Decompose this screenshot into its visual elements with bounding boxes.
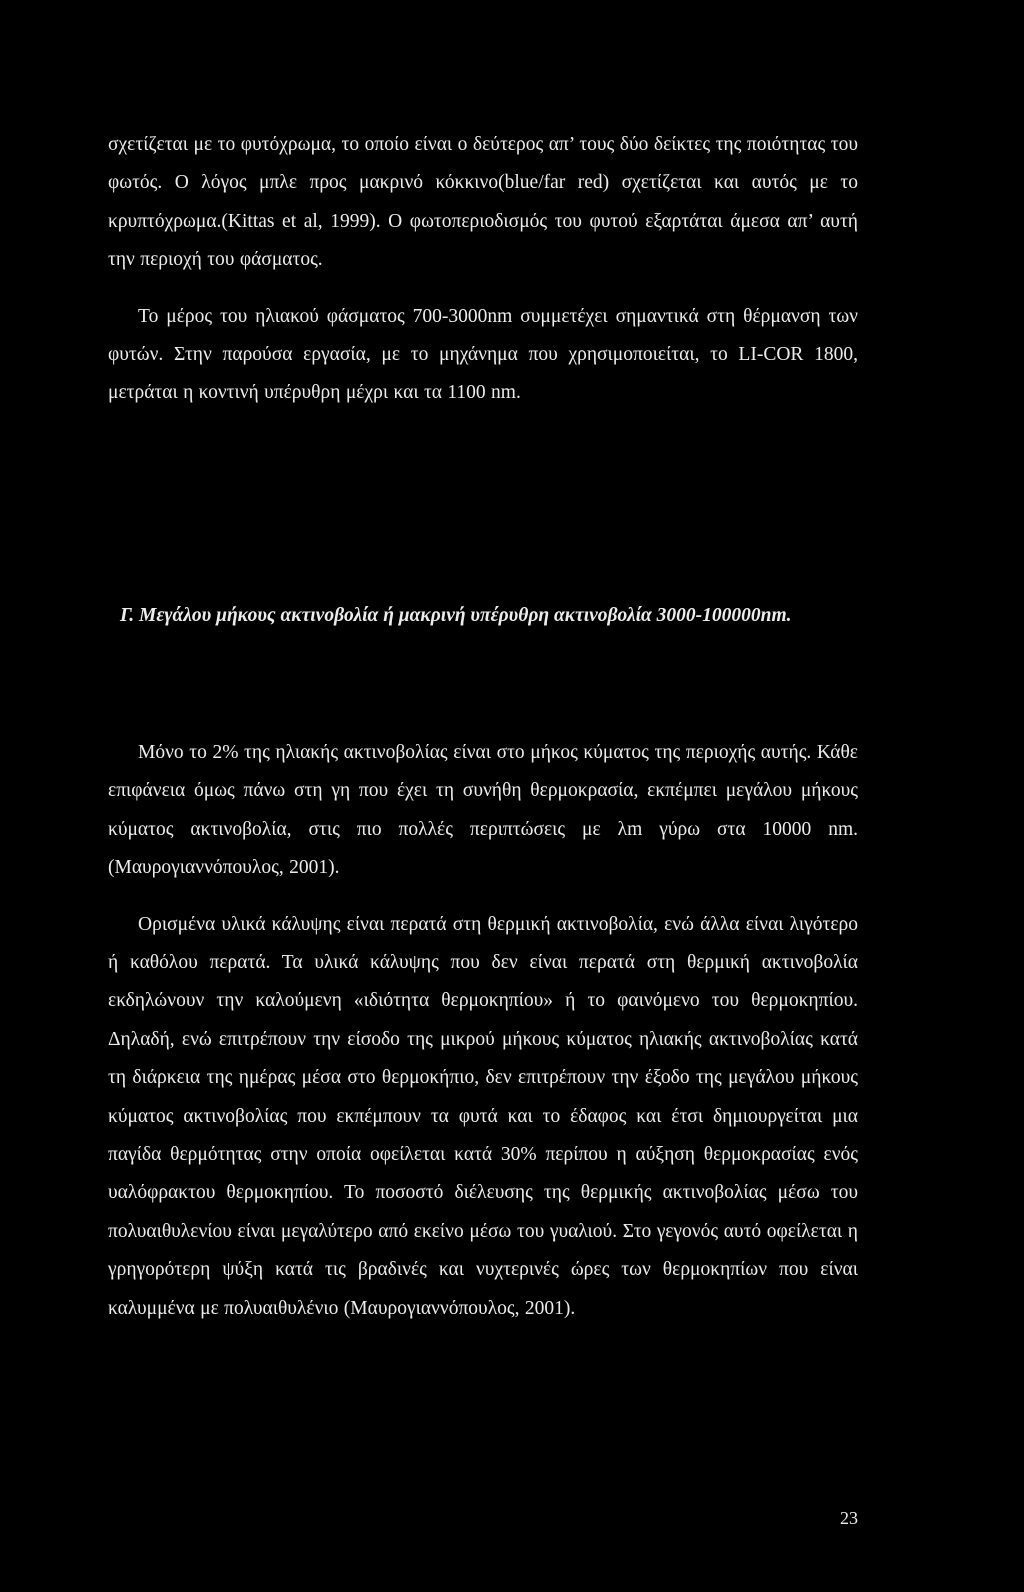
paragraph-greenhouse-effect: Ορισμένα υλικά κάλυψης είναι περατά στη θερμική ακτινοβολία, ενώ άλλα είναι λιγότερο ή καθόλου περατά. Τα υλικά κάλυψης που δεν είναι περατά στη θερμική ακτινοβολία εκδηλώνουν την καλούμενη «ιδιότητα θερμοκηπίου» ή το φαινόμενο του θερμοκηπίου. Δηλαδή, ενώ επιτρέπουν την είσοδο της μικρού μήκους κύματος ηλιακής ακτινοβολίας κατά τη διάρκεια της ημέρας μέσα στο θερμοκήπιο, δεν επιτρέπουν την έξοδο της μεγάλου μήκους κύματος ακτινοβολίας που εκπέμπουν τα φυτά και το έδαφος και έτσι δημιουργείται μια παγίδα θερμότητας στην οποία οφείλεται κατά 30% περίπου η αύξηση θερμοκρασίας ενός υαλόφρακτου θερμοκηπίου. Το ποσοστό διέλευσης της θερμικής ακτινοβολίας μέσω του πολυαιθυλενίου είναι μεγαλύτερο από εκείνο μέσω του γυαλιού. Στο γεγονός αυτό οφείλεται η γρηγορότερη ψύξη κατά τις βραδινές και νυχτερινές ώρες των θερμοκηπίων που είναι καλυμμένα με πολυαιθυλένιο (Μαυρογιαννόπουλος, 2001). (108, 913, 858, 1319)
page-number: 23 (840, 1508, 858, 1528)
paragraph-continuation: σχετίζεται με το φυτόχρωμα, το οποίο είναι ο δεύτερος απ’ τους δύο δείκτες της ποιότητας του φωτός. Ο λόγος μπλε προς μακρινό κόκκινο(blue/far red) σχετίζεται και αυτός με το κρυπτόχρωμα.(Kittas et al, 1999). Ο φωτοπεριοδισμός του φυτού εξαρτάται άμεσα απ’ αυτή την περιοχή του φάσματος. (108, 134, 858, 271)
paragraph-solar-spectrum: Το μέρος του ηλιακού φάσματος 700-3000nm συμμετέχει σημαντικά στη θέρμανση των φυτών. Στην παρούσα εργασία, με το μηχάνημα που χρησιμοποιείται, το LI-COR 1800, μετράται η κοντινή υπέρυθρη μέχρι και τα 1100 nm. (108, 305, 858, 404)
paragraph-longwave-radiation: Μόνο το 2% της ηλιακής ακτινοβολίας είναι στο μήκος κύματος της περιοχής αυτής. Κάθε επιφάνεια όμως πάνω στη γη που έχει τη συνήθη θερμοκρασία, εκπέμπει μεγάλου μήκους κύματος ακτινοβολία, στις πιο πολλές περιπτώσεις με λm γύρω στα 10000 nm. (Μαυρογιαννόπουλος, 2001). (108, 742, 858, 879)
section-heading: Γ. Μεγάλου μήκους ακτινοβολία ή μακρινή υπέρυθρη ακτινοβολία 3000-100000nm. (120, 605, 792, 626)
bottom-text-section (108, 734, 858, 1328)
top-text-section (108, 126, 858, 413)
